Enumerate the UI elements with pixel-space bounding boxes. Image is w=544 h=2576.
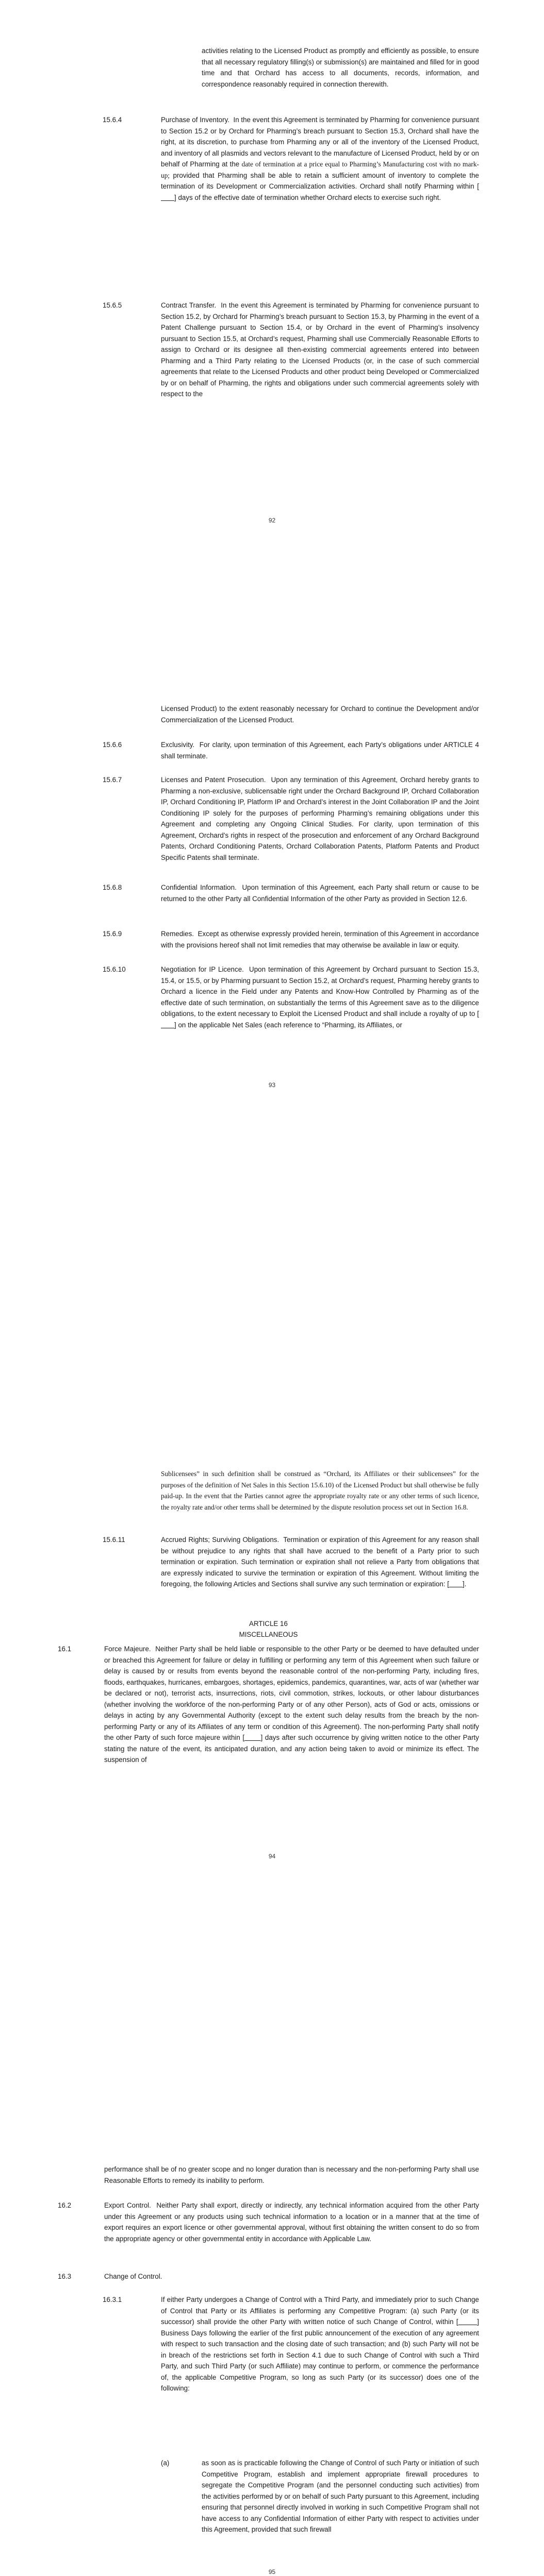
section-heading: Confidential Information. [161, 884, 237, 891]
section-number: 15.6.8 [103, 884, 122, 891]
section-number: 15.6.6 [103, 741, 122, 749]
section-heading: Exclusivity. [161, 741, 195, 749]
section-number: 16.1 [58, 1645, 72, 1653]
page-95 [0, 2110, 544, 2576]
continued-paragraph: performance shall be of no greater scope and no longer duration than is necessary and the non-performing Party shall use Reasonable Efforts to remedy its inability to perform. [104, 2165, 479, 2184]
page-94 [0, 1406, 544, 2110]
page-93 [0, 703, 544, 1406]
section-15-6-9: 15.6.9 Remedies. Except as otherwise expressly provided herein, termination of this Agreement in accordance with the provisions hereof shall not limit remedies that may otherwise be available in law or equity. [58, 928, 479, 951]
section-heading: Licenses and Patent Prosecution. [161, 776, 266, 784]
section-15-6-6: 15.6.6 Exclusivity. For clarity, upon termination of this Agreement, each Party’s obligations under ARTICLE 4 shall terminate. [58, 739, 479, 761]
section-heading: Purchase of Inventory. [161, 116, 230, 124]
section-16-2: 16.2 Export Control. Neither Party shall export, directly or indirectly, any technical information acquired from the other Party under this Agreement or any products using such technical information to a location or in a manner that at the time of export requires an export licence or other governmental approval, without first obtaining the written consent to do so from the appropriate agency or other governmental entity in accordance with Applicable Law. [58, 2200, 479, 2244]
section-number: 16.3.1 [103, 2296, 122, 2303]
section-number: 15.6.11 [103, 1536, 125, 1544]
continued-paragraph: Sublicensees” in such definition shall be construed as “Orchard, its Affiliates or their sublicensees” for the purposes of the definition of Net Sales in this Section 15.6.10) of the Licensed Product but shall otherwise be fully paid-up. In the event that the Parties cannot agree the appropriate royalty rate or any other terms of such licence, the royalty rate and/or other terms shall be determined by the dispute resolution process set out in Section 16.8. [161, 1470, 479, 1511]
page-number: 92 [268, 517, 276, 524]
section-15-6-4: 15.6.4 Purchase of Inventory. In the event this Agreement is terminated by Pharming for convenience pursuant to Section 15.2 or by Orchard for Pharming’s breach pursuant to Section 15.3, Orchard shall have the right, at its discretion, to purchase from Pharming any or all of the inventory of the Licensed Product, and inventory of all plasmids and vectors relevant to the manufacture of Licensed Product, held by or on behalf of Pharming at the date of termination at a price equal to Pharming’s Manufacturing cost with no mark-up; provided that Pharming shall be able to retain a sufficient amount of inventory to complete the termination of its Development or Commercialization activities. Orchard shall notify Pharming within [ ] days of the effective date of termination whether Orchard elects to exercise such right. [58, 114, 479, 203]
section-16-3-1-a: (a) as soon as is practicable following the Change of Control of such Party or initiation of such Competitive Program, establish and implement appropriate firewall procedures to segregate the Competitive Program (and the personnel conducting such activities) from the activities performed by or on behalf of such Party pursuant to this Agreement, including ensuring that personnel directly involved in working in such Competitive Program shall not have access to any Confidential Information of either Party with respect to activities under this Agreement, provided that such firewall [58, 2458, 479, 2535]
section-heading: Contract Transfer. [161, 301, 217, 309]
section-number: 16.3 [58, 2273, 72, 2280]
continued-paragraph: Licensed Product) to the extent reasonably necessary for Orchard to continue the Development and/or Commercialization of the Licensed Product. [161, 705, 479, 724]
section-heading: Remedies. [161, 930, 194, 938]
section-heading: Export Control. [104, 2201, 151, 2209]
section-heading: Force Majeure. [104, 1645, 151, 1653]
section-number: 15.6.10 [103, 965, 126, 973]
section-16-3-1: 16.3.1 If either Party undergoes a Change of Control with a Third Party, and immediately prior to such Change of Control that Party or its Affiliates is performing any Competitive Program: (a) such Party (or its successor) shall provide the other Party with written notice of such Change of Control, within [ ] Business Days following the earlier of the first public announcement of the execution of any agreement with respect to such transaction and the closing date of such transaction; and (b) such Party will not be in breach of the restrictions set forth in Section 4.1 due to such Change of Control with such a Third Party, and such Third Party (or such Affiliate) may continue to perform, or commence the performance of, the applicable Competitive Program, so long as such Party (or its successor) does one of the following: [58, 2294, 479, 2394]
section-16-1: 16.1 Force Majeure. Neither Party shall be held liable or responsible to the other Party or be deemed to have defaulted under or breached this Agreement for failure or delay in fulfilling or performing any term of this Agreement when such failure or delay is caused by or results from events beyond the reasonable control of the non-performing Party, including fires, floods, earthquakes, hurricanes, embargoes, shortages, epidemics, pandemics, quarantines, war, acts of war (whether war be declared or not), terrorist acts, insurrections, riots, civil commotion, strikes, lockouts, or other labour disturbances (whether involving the workforce of the non-performing Party or of any other Person), acts of God or acts, omissions or delays in acting by any Governmental Authority (except to the extent such delay results from the breach by the non-performing Party or any of its Affiliates of any term or condition of this Agreement). The non-performing Party shall notify the other Party of such force majeure within [ ] days after such occurrence by giving written notice to the other Party stating the nature of the event, its anticipated duration, and any action being taken to avoid or minimize its effect. The suspension of [58, 1643, 479, 1766]
redacted-blank [161, 194, 174, 201]
page-92 [0, 0, 544, 703]
continued-paragraph: activities relating to the Licensed Product as promptly and efficiently as possible, to ensure that all necessary regulatory filling(s) or submission(s) are maintained and filled for in good time and that Orchard has access to all documents, records, information, and correspondence reasonably required in connection therewith. [202, 47, 479, 88]
article-title: MISCELLANEOUS [239, 1631, 298, 1638]
redacted-blank [244, 1734, 261, 1741]
article-number: ARTICLE 16 [249, 1620, 288, 1628]
section-15-6-10: 15.6.10 Negotiation for IP Licence. Upon termination of this Agreement by Orchard pursuant to Section 15.3, 15.4, or 15.5, or by Pharming pursuant to Section 15.2, at Orchard’s request, Pharming hereby grants to Orchard a licence in the Field under any Patents and Know-How Controlled by Pharming as of the effective date of such termination, on substantially the terms of this Agreement save as to the diligence obligations, to the extent necessary to Exploit the Licensed Product and shall include a royalty of up to [ ] on the applicable Net Sales (each reference to “Pharming, its Affiliates, or [58, 964, 479, 1030]
redacted-blank [458, 2318, 477, 2326]
article-heading [58, 1618, 479, 1640]
section-number: 15.6.9 [103, 930, 122, 938]
section-15-6-8: 15.6.8 Confidential Information. Upon termination of this Agreement, each Party shall return or cause to be returned to the other Party all Confidential Information of the other Party as provided in Section 12.6. [58, 882, 479, 904]
section-number: (a) [161, 2459, 170, 2467]
section-number: 15.6.7 [103, 776, 122, 784]
section-number: 15.6.5 [103, 301, 122, 309]
section-number: 16.2 [58, 2201, 72, 2209]
section-heading: Negotiation for IP Licence. [161, 965, 244, 973]
section-15-6-11: 15.6.11 Accrued Rights; Surviving Obligations. Termination or expiration of this Agreement for any reason shall be without prejudice to any rights that shall have accrued to the benefit of a Party prior to such termination or expiration. Such termination or expiration shall not relieve a Party from obligations that are expressly indicated to survive the termination or expiration of this Agreement. Without limiting the foregoing, the following Articles and Sections shall survive any such termination or expiration: [ ]. [58, 1534, 479, 1590]
section-15-6-5: 15.6.5 Contract Transfer. In the event this Agreement is terminated by Pharming for convenience pursuant to Section 15.2, by Orchard for Pharming’s breach pursuant to Section 15.3, by Pharming in the event of a Patent Challenge pursuant to Section 15.4, or by Orchard in the event of Pharming’s insolvency pursuant to Section 15.5, at Orchard’s request, Pharming shall use Commercially Reasonable Efforts to assign to Orchard or its designee all then-existing commercial agreements entered into between Pharming and a Third Party relating to the Licensed Products (or, in the case of such commercial agreements that relate to the Licensed Products and other product being Developed or Commercialized by or on behalf of Pharming, the rights and obligations under such commercial agreements solely with respect to the [58, 300, 479, 400]
redacted-blank [449, 1580, 463, 1588]
section-number: 15.6.4 [103, 116, 122, 124]
section-heading: Accrued Rights; Surviving Obligations. [161, 1536, 279, 1544]
page-number: 94 [268, 1853, 276, 1860]
redacted-blank [161, 1021, 174, 1029]
page-number: 95 [268, 2568, 276, 2575]
section-heading: Change of Control. [104, 2273, 162, 2280]
section-15-6-7: 15.6.7 Licenses and Patent Prosecution. Upon any termination of this Agreement, Orchard hereby grants to Pharming a non-exclusive, sublicensable right under the Orchard Background IP, Orchard Collaboration IP, Orchard Conditioning IP, Platform IP and Orchard’s interest in the Joint Collaboration IP and the Joint Conditioning IP solely for the purposes of performing Pharming’s remaining obligations under this Agreement and completing any Ongoing Clinical Studies. For clarity, upon termination of this Agreement, Orchard’s rights in respect of the prosecution and enforcement of any Orchard Background Patents, Orchard Conditioning Patents, Orchard Collaboration Patents, Platform Patents and Product Specific Patents shall terminate. [58, 774, 479, 863]
page-number: 93 [268, 1081, 276, 1089]
section-16-3 [58, 2271, 479, 2282]
